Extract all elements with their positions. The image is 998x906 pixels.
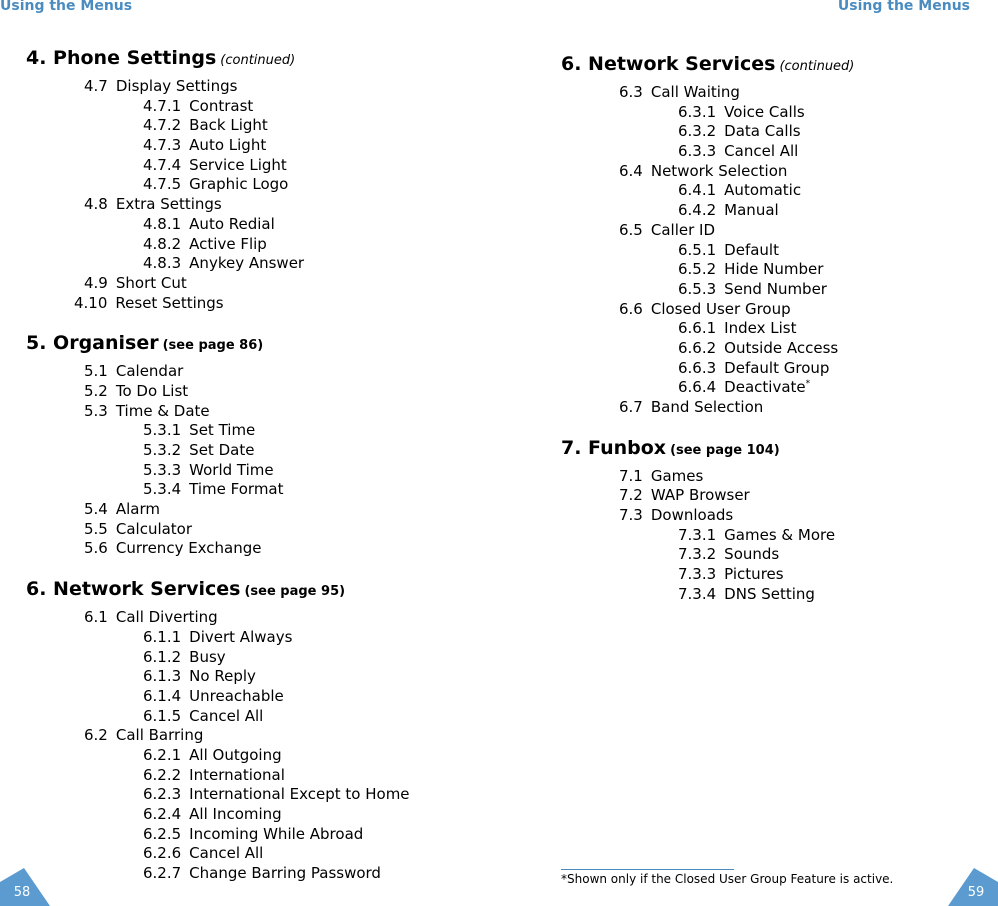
submenu-item-label: Auto Light (189, 136, 267, 155)
submenu-item-label: Cancel All (189, 844, 264, 863)
section-page-ref: (see page 86) (162, 338, 264, 354)
submenu-item-number: 6.4.2 (678, 201, 717, 220)
submenu-item-number: 7.3.4 (678, 584, 717, 603)
submenu-item-number: 6.2.2 (143, 765, 182, 784)
menu-item-label: Games (650, 466, 704, 485)
submenu-item-label: No Reply (189, 667, 256, 686)
menu-item-label: Downloads (650, 506, 734, 525)
submenu-item-number: 6.1.5 (143, 706, 182, 725)
menu-item (26, 500, 466, 520)
submenu-item-label: Manual (724, 201, 779, 220)
menu-item-number: 5.4 (84, 500, 108, 519)
submenu-item-label: Pictures (724, 565, 784, 584)
submenu-item (26, 421, 466, 441)
menu-item-number: 4.7 (84, 77, 108, 95)
menu-item-label: Call Barring (115, 726, 204, 745)
submenu-item-number: 6.6.1 (678, 319, 717, 338)
menu-item-label: Time & Date (115, 401, 210, 420)
footnote-marker: * (805, 379, 811, 390)
section-title-text: 7. Funbox (561, 436, 667, 459)
submenu-item (26, 480, 466, 500)
submenu-item-number: 5.3.3 (143, 460, 182, 479)
menu-item (26, 274, 466, 294)
submenu-item-number: 6.2.5 (143, 824, 182, 843)
menu-item (561, 486, 981, 506)
submenu-item-label: Graphic Logo (189, 175, 289, 194)
submenu-item-number: 6.3.3 (678, 142, 717, 161)
submenu-item (561, 319, 981, 339)
submenu-item (26, 441, 466, 461)
submenu-item-label: Set Date (189, 441, 255, 459)
submenu-item (561, 181, 981, 201)
submenu-item-number: 4.7.3 (143, 136, 182, 155)
section-title-text: 5. Organiser (26, 332, 159, 355)
menu-item-label: Short Cut (115, 273, 187, 292)
submenu-item-label: World Time (189, 460, 274, 479)
submenu-item (561, 565, 981, 585)
menu-item-label: To Do List (115, 381, 189, 400)
submenu-item-number: 6.2.4 (143, 805, 182, 823)
submenu-item-number: 7.3.3 (678, 565, 717, 584)
submenu-item-number: 4.7.5 (143, 175, 182, 194)
submenu-item-label: International Except to Home (189, 785, 410, 804)
submenu-item-label: Anykey Answer (189, 254, 305, 273)
submenu-item-label: Automatic (724, 181, 802, 200)
submenu-item-label: Auto Redial (189, 214, 275, 233)
submenu-item-label: Games & More (724, 525, 836, 544)
menu-item-number: 7.2 (619, 486, 643, 505)
menu-item (561, 506, 981, 526)
menu-item-number: 6.3 (619, 83, 643, 101)
submenu-item (26, 825, 466, 845)
menu-item-number: 7.3 (619, 506, 643, 525)
submenu-item-label: Back Light (189, 116, 268, 135)
running-head-left: Using the Menus (0, 0, 133, 14)
menu-item-label: Reset Settings (115, 293, 224, 312)
menu-item-label: Alarm (115, 500, 160, 519)
submenu-item-number: 6.2.1 (143, 745, 182, 764)
submenu-item-number: 4.7.2 (143, 116, 182, 135)
submenu-item (561, 201, 981, 221)
section-page-ref: (see page 104) (670, 442, 780, 458)
submenu-item-number: 4.8.2 (143, 234, 182, 253)
submenu-item-number: 6.2.7 (143, 864, 182, 883)
page-number-left: 58 (13, 885, 31, 900)
section-note: (continued) (779, 59, 855, 74)
section-title-text: 4. Phone Settings (26, 47, 217, 69)
submenu-item-label: Sounds (724, 545, 780, 564)
submenu-item-label: Deactivate (724, 378, 806, 397)
submenu-item-number: 4.7.1 (143, 96, 182, 115)
submenu-item (561, 585, 981, 605)
menu-item (26, 539, 466, 559)
submenu-item (26, 844, 466, 864)
submenu-item (26, 136, 466, 156)
menu-item-number: 6.5 (619, 220, 643, 239)
submenu-item (26, 707, 466, 727)
menu-item-label: Calendar (115, 362, 184, 381)
menu-item-label: Call Waiting (650, 83, 740, 101)
submenu-item (561, 526, 981, 546)
submenu-item-label: Default (724, 240, 779, 259)
menu-item (26, 608, 466, 628)
submenu-item-number: 6.1.1 (143, 627, 182, 646)
submenu-item-label: Busy (189, 647, 226, 666)
menu-list (561, 83, 981, 418)
submenu-item-number: 6.6.3 (678, 358, 717, 377)
submenu-item (561, 359, 981, 379)
section-title (26, 331, 466, 358)
menu-item (26, 520, 466, 540)
section-title (561, 436, 981, 463)
submenu-item-label: International (189, 765, 285, 784)
submenu-item-label: Set Time (189, 421, 256, 440)
section-page-ref: (see page 95) (244, 584, 346, 600)
menu-item-number: 6.2 (84, 726, 108, 745)
submenu-item-label: Default Group (724, 358, 830, 377)
submenu-item (561, 260, 981, 280)
submenu-item-number: 6.5.1 (678, 240, 717, 259)
section-note: (continued) (220, 53, 296, 68)
menu-item (561, 398, 981, 418)
menu-item-label: Currency Exchange (115, 539, 262, 558)
menu-item-number: 4.10 (74, 293, 108, 312)
menu-item (26, 382, 466, 402)
submenu-item-number: 6.1.2 (143, 647, 182, 666)
menu-item (561, 162, 981, 182)
menu-item-number: 7.1 (619, 466, 643, 485)
menu-item (561, 83, 981, 103)
submenu-item (26, 215, 466, 235)
submenu-item-label: All Outgoing (189, 745, 282, 764)
submenu-item-number: 7.3.1 (678, 525, 717, 544)
menu-item-label: Extra Settings (115, 195, 222, 214)
menu-item-label: WAP Browser (650, 486, 750, 505)
menu-item (561, 467, 981, 487)
submenu-item-label: Divert Always (189, 627, 293, 646)
submenu-item-label: Active Flip (189, 234, 267, 253)
submenu-item-number: 7.3.2 (678, 545, 717, 564)
submenu-item-label: Cancel All (189, 706, 264, 725)
submenu-item (561, 378, 981, 398)
submenu-item-label: Time Format (189, 480, 284, 499)
menu-item (26, 77, 466, 97)
submenu-item (26, 156, 466, 176)
submenu-item (561, 122, 981, 142)
menu-item-number: 5.1 (84, 362, 108, 381)
submenu-item (26, 746, 466, 766)
submenu-item (26, 461, 466, 481)
submenu-item-label: Service Light (189, 155, 287, 174)
menu-item (26, 402, 466, 422)
footnote: *Shown only if the Closed User Group Feature is active. (561, 872, 894, 886)
page-tab-right (946, 868, 998, 906)
submenu-item-label: Hide Number (724, 260, 824, 279)
submenu-item (26, 254, 466, 274)
menu-item-number: 5.6 (84, 539, 108, 558)
submenu-item-number: 6.2.3 (143, 785, 182, 804)
menu-list (26, 362, 466, 559)
submenu-item-number: 6.3.2 (678, 122, 717, 141)
submenu-item-number: 6.1.4 (143, 686, 182, 705)
menu-list (561, 467, 981, 605)
submenu-item (26, 628, 466, 648)
submenu-item (26, 864, 466, 884)
submenu-item-number: 5.3.2 (143, 441, 182, 459)
submenu-item (26, 785, 466, 805)
submenu-item (26, 175, 466, 195)
menu-item (26, 362, 466, 382)
menu-item-label: Band Selection (650, 398, 764, 416)
submenu-item-number: 6.4.1 (678, 181, 717, 200)
submenu-item (26, 687, 466, 707)
menu-item (561, 221, 981, 241)
footnote-rule (561, 869, 734, 870)
menu-item-number: 5.3 (84, 401, 108, 420)
menu-item-number: 4.8 (84, 195, 108, 214)
submenu-item (561, 103, 981, 123)
submenu-item-label: Cancel All (724, 142, 799, 161)
menu-item-label: Caller ID (650, 220, 715, 239)
submenu-item (561, 545, 981, 565)
submenu-item (26, 235, 466, 255)
submenu-item (26, 805, 466, 825)
submenu-item (26, 766, 466, 786)
submenu-item-number: 6.5.2 (678, 260, 717, 279)
menu-item-number: 6.1 (84, 608, 108, 627)
menu-item (26, 195, 466, 215)
submenu-item-number: 4.8.1 (143, 214, 182, 233)
submenu-item-label: DNS Setting (724, 584, 815, 603)
menu-item (26, 294, 466, 314)
menu-item-number: 6.7 (619, 398, 643, 416)
submenu-item-label: Change Barring Password (189, 864, 381, 883)
menu-item-number: 4.9 (84, 273, 108, 292)
submenu-item (26, 667, 466, 687)
section-title (26, 46, 466, 73)
submenu-item (26, 648, 466, 668)
menu-item-label: Call Diverting (115, 608, 218, 627)
menu-item-number: 5.5 (84, 519, 108, 538)
section-title-text: 6. Network Services (561, 53, 776, 75)
submenu-item-label: Index List (724, 319, 797, 338)
menu-item-label: Closed User Group (650, 299, 791, 318)
submenu-item-label: Voice Calls (724, 102, 805, 121)
submenu-item-label: Contrast (189, 96, 254, 115)
submenu-item-number: 6.3.1 (678, 102, 717, 121)
submenu-item (26, 97, 466, 117)
submenu-item (561, 241, 981, 261)
submenu-item-label: Data Calls (724, 122, 801, 141)
submenu-item-number: 6.1.3 (143, 667, 182, 686)
menu-item (26, 726, 466, 746)
left-column (26, 46, 466, 902)
section-title (561, 52, 981, 79)
submenu-item (561, 280, 981, 300)
submenu-item-number: 6.2.6 (143, 844, 182, 863)
submenu-item-number: 6.6.4 (678, 378, 717, 397)
menu-list (26, 608, 466, 884)
menu-item-label: Display Settings (115, 77, 238, 95)
menu-item-number: 5.2 (84, 381, 108, 400)
section-title-text: 6. Network Services (26, 578, 241, 601)
submenu-item-number: 6.6.2 (678, 338, 717, 357)
page-tab-left (0, 868, 52, 906)
submenu-item-label: All Incoming (189, 805, 282, 823)
page-number-right: 59 (967, 885, 985, 900)
menu-item (561, 300, 981, 320)
section-title (26, 577, 466, 604)
submenu-item-number: 5.3.4 (143, 480, 182, 499)
menu-list (26, 77, 466, 313)
submenu-item (561, 142, 981, 162)
submenu-item (561, 339, 981, 359)
right-column (561, 52, 981, 623)
menu-item-number: 6.4 (619, 161, 643, 180)
submenu-item (26, 116, 466, 136)
menu-item-label: Network Selection (650, 161, 788, 180)
submenu-item-number: 4.8.3 (143, 254, 182, 273)
menu-item-label: Calculator (115, 519, 193, 538)
submenu-item-number: 6.5.3 (678, 279, 717, 298)
submenu-item-label: Unreachable (189, 686, 284, 705)
running-head-right: Using the Menus (837, 0, 970, 14)
submenu-item-number: 4.7.4 (143, 155, 182, 174)
menu-item-number: 6.6 (619, 299, 643, 318)
submenu-item-label: Outside Access (724, 338, 839, 357)
submenu-item-label: Send Number (724, 279, 827, 298)
submenu-item-number: 5.3.1 (143, 421, 182, 440)
submenu-item-label: Incoming While Abroad (189, 824, 364, 843)
